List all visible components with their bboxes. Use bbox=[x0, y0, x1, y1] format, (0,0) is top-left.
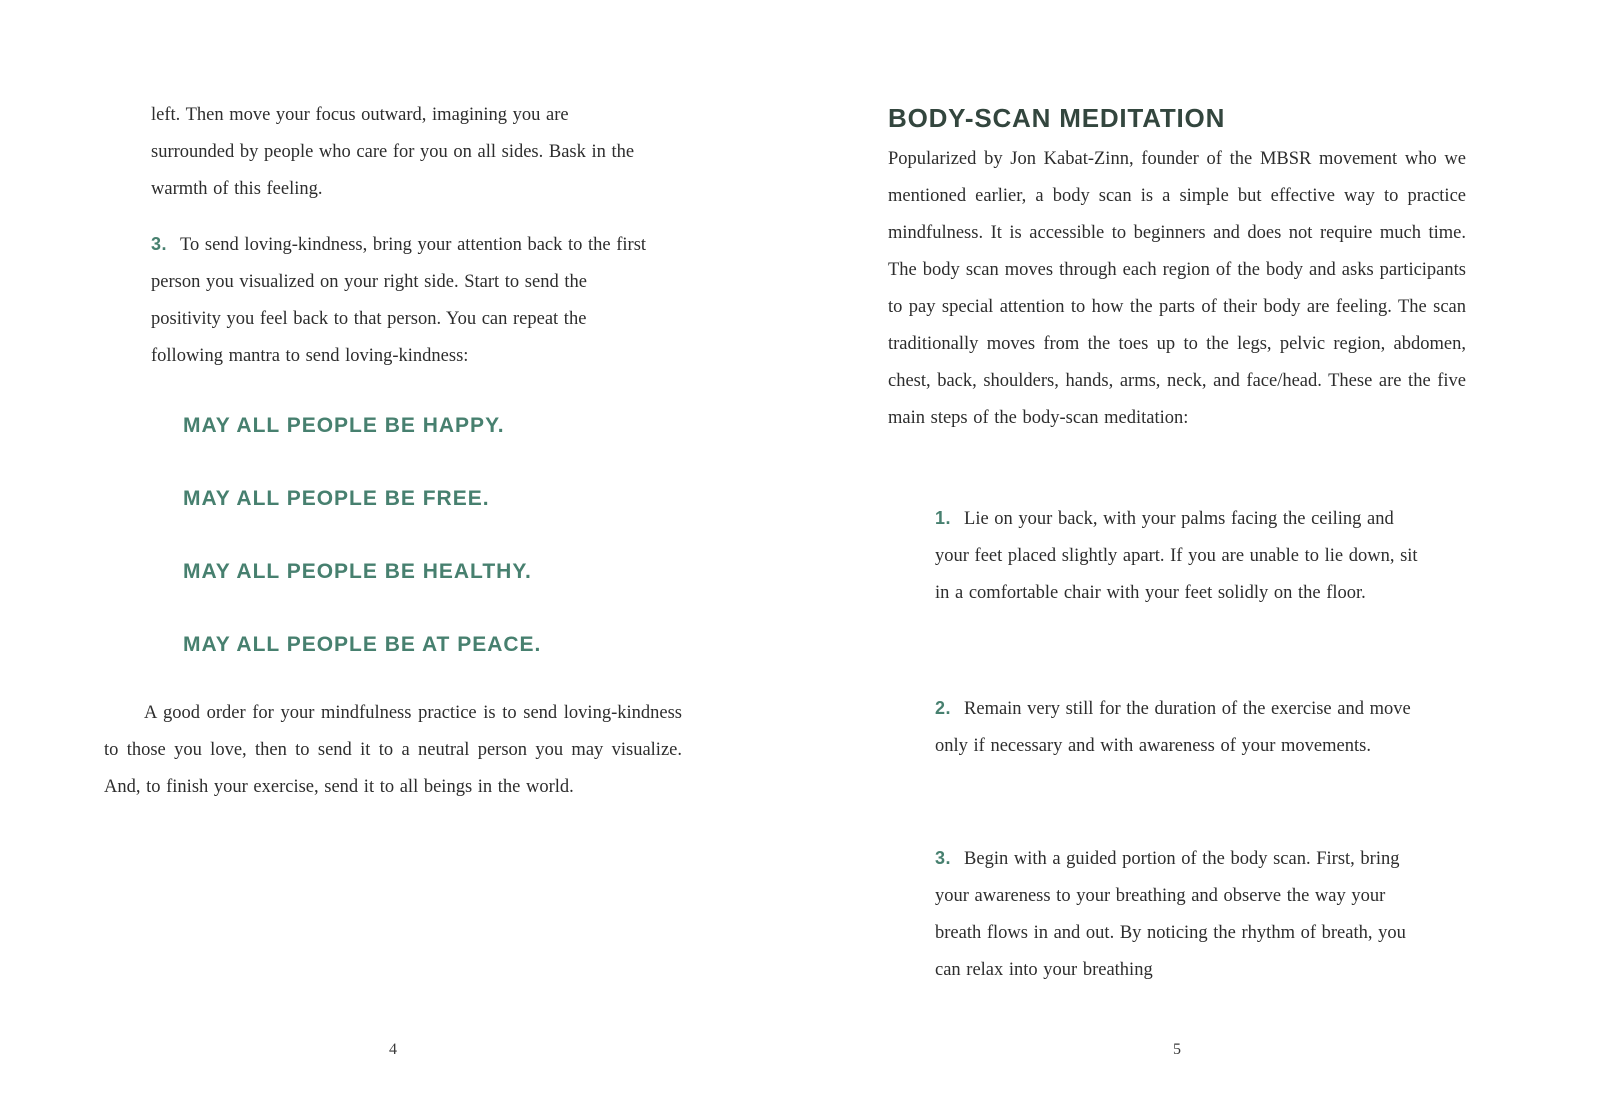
step-3-marker: 3. bbox=[935, 848, 952, 868]
mantra-line-healthy: MAY ALL PEOPLE BE HEALTHY. bbox=[183, 560, 532, 583]
step-2-marker: 2. bbox=[935, 698, 952, 718]
continuation-paragraph: left. Then move your focus outward, imagining you are surrounded by people who care for you on all sides. Bask in the warmth of this feeling. bbox=[151, 105, 635, 199]
right-page bbox=[800, 0, 1600, 1120]
closing-paragraph: A good order for your mindfulness practice is to send loving-kindness to those you love, then to send it to a neutral person you may visualize. And, to finish your exercise, send it to all beings in the world. bbox=[104, 703, 682, 797]
step-item-1 bbox=[935, 500, 1423, 612]
mantra-line-free: MAY ALL PEOPLE BE FREE. bbox=[183, 487, 490, 510]
step-item-2 bbox=[935, 690, 1423, 765]
numbered-item-3 bbox=[151, 226, 651, 375]
step-2-text: Remain very still for the duration of the exercise and move only if necessary and with awareness of your movements. bbox=[935, 699, 1411, 756]
numbered-item-text: To send loving-kindness, bring your attention back to the first person you visualized on your right side. Start to send the positivity you feel back to that person. You can repeat the following mantra to send loving-kindness: bbox=[151, 235, 647, 366]
mantra-line-peace: MAY ALL PEOPLE BE AT PEACE. bbox=[183, 633, 542, 656]
numbered-item-marker: 3. bbox=[151, 234, 168, 254]
page-number-left: 4 bbox=[389, 1041, 397, 1058]
page-number-right: 5 bbox=[1173, 1041, 1181, 1058]
step-3-text: Begin with a guided portion of the body scan. First, bring your awareness to your breathing and observe the way your breath flows in and out. By noticing the rhythm of breath, you can relax into your breathing bbox=[935, 849, 1406, 980]
mantra-line-happy: MAY ALL PEOPLE BE HAPPY. bbox=[183, 414, 505, 437]
section-heading: BODY-SCAN MEDITATION bbox=[888, 103, 1226, 133]
intro-paragraph: Popularized by Jon Kabat-Zinn, founder of the MBSR movement who we mentioned earlier, a body scan is a simple but effective way to practice mindfulness. It is accessible to beginners and does not require much time. The body scan moves through each region of the body and asks participants to pay special attention to how the parts of their body are feeling. The scan traditionally moves from the toes up to the legs, pelvic region, abdomen, chest, back, shoulders, hands, arms, neck, and face/head. These are the five main steps of the body-scan meditation: bbox=[888, 149, 1466, 428]
step-1-text: Lie on your back, with your palms facing the ceiling and your feet placed slightly apart. If you are unable to lie down, sit in a comfortable chair with your feet solidly on the floor. bbox=[935, 509, 1418, 603]
step-1-marker: 1. bbox=[935, 508, 952, 528]
step-item-3 bbox=[935, 840, 1423, 989]
